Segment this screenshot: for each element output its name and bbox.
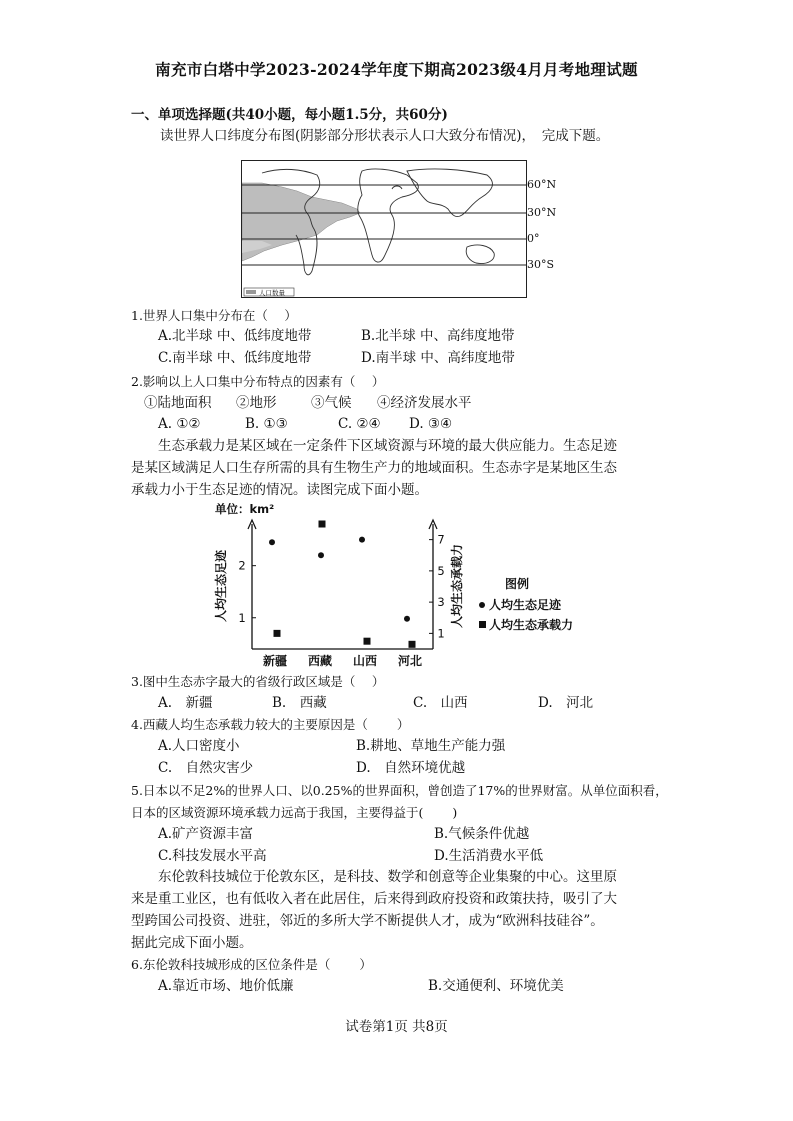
q5-option-b: B.气候条件优越 [434,826,530,842]
q2-option-b: B. ①③ [245,416,288,432]
q4-option-b: B.耕地、草地生产能力强 [356,738,506,754]
q3-option-a: A. 新疆 [158,695,213,711]
q2-stem: 2.影响以上人口集中分布特点的因素有（ ） [131,374,385,389]
q3-option-d: D. 河北 [538,695,594,711]
left-tick-label-1: 2 [238,558,246,573]
footprint-point-0 [269,539,275,545]
q1-option-b: B.北半球 中、高纬度地带 [361,328,515,344]
footprint-point-3 [404,616,410,622]
q2-factor-1: ①陆地面积 [144,395,212,411]
passage3-line-1: 东伦敦科技城位于伦敦东区，是科技、数学和创意等企业集聚的中心。这里原 [131,869,617,885]
capacity-point-1 [319,521,326,528]
q1-option-d: D.南半球 中、高纬度地带 [361,350,515,366]
legend-title: 图例 [505,577,530,591]
legend-capacity: 人均生态承载力 [489,618,574,632]
q2-option-d: D. ③④ [409,416,453,432]
passage2-line-3: 承载力小于生态足迹的情况。读图完成下面小题。 [131,482,428,498]
section-heading: 一、单项选择题(共40小题，每小题1.5分，共60分) [131,107,448,123]
q4-stem: 4.西藏人均生态承载力较大的主要原因是（ ） [131,717,410,732]
legend-square-marker [479,621,486,628]
map-figure [242,161,526,297]
q2-factor-3: ③气候 [311,395,352,411]
lat-label-equator: 0° [527,232,540,245]
category-label-3: 河北 [397,654,423,667]
category-label-2: 山西 [352,654,378,667]
lat-label-30n: 30°N [527,206,557,219]
q1-option-c: C.南半球 中、低纬度地带 [158,350,312,366]
q1-stem: 1.世界人口集中分布在（ ） [131,308,297,323]
q2-factor-4: ④经济发展水平 [377,395,472,411]
passage3-line-4: 据此完成下面小题。 [131,935,253,951]
legend-footprint: 人均生态足迹 [489,598,562,612]
q2-factor-2: ②地形 [236,395,277,411]
right-tick-label-1: 3 [437,595,445,610]
world-population-map [241,160,527,298]
capacity-point-0 [274,630,281,637]
q6-option-b: B.交通便利、环境优美 [428,978,564,994]
right-tick-label-2: 5 [437,563,445,578]
chart-unit-label: 单位：km² [215,502,275,516]
lat-label-60n: 60°N [527,178,557,191]
q4-option-d: D. 自然环境优越 [356,760,466,776]
q3-option-c: C. 山西 [413,695,468,711]
lat-label-30s: 30°S [527,258,555,271]
q4-option-c: C. 自然灾害少 [158,760,254,776]
q3-stem: 3.图中生态赤字最大的省级行政区域是（ ） [131,674,385,689]
q1-option-a: A.北半球 中、低纬度地带 [158,328,312,344]
q3-option-b: B. 西藏 [272,695,327,711]
category-label-0: 新疆 [262,654,288,667]
q4-option-a: A.人口密度小 [158,738,240,754]
q6-option-a: A.靠近市场、地价低廉 [158,978,294,994]
map-intro: 读世界人口纬度分布图(阴影部分形状表示人口大致分布情况)， 完成下题。 [160,128,610,144]
right-axis-title: 人均生态承载力 [450,543,464,629]
map-legend-label: 人口数量 [259,289,285,297]
passage3-line-2: 来是重工业区，也有低收入者在此居住，后来得到政府投资和政策扶持，吸引了大 [131,891,617,907]
q5-option-a: A.矿产资源丰富 [158,826,254,842]
passage3-line-3: 型跨国公司投资、进驻，邻近的多所大学不断提供人才，成为“欧洲科技硅谷”。 [131,913,604,929]
page-title: 南充市白塔中学2023-2024学年度下期高2023级4月月考地理试题 [155,60,638,79]
right-tick-label-0: 1 [437,626,445,641]
footprint-point-1 [318,552,324,558]
passage2-line-2: 是某区域满足人口生存所需的具有生物生产力的地域面积。生态赤字是某地区生态 [131,460,617,476]
page-footer: 试卷第1页 共8页 [345,1019,448,1035]
left-axis-title: 人均生态足迹 [214,549,228,623]
left-tick-label-0: 1 [238,610,246,625]
right-tick-label-3: 7 [437,532,445,547]
chart-marks [238,521,444,668]
q5-stem-line-2: 日本的区域资源环境承载力远高于我国，主要得益于( ) [131,805,458,820]
capacity-point-2 [364,638,371,645]
q6-stem: 6.东伦敦科技城形成的区位条件是（ ） [131,957,372,972]
capacity-point-3 [409,641,416,648]
legend-circle-marker [479,602,485,608]
map-legend-swatch [246,290,256,294]
q5-stem-line-1: 5.日本以不足2%的世界人口、以0.25%的世界面积，曾创造了17%的世界财富。从单位面积看， [131,783,668,798]
q5-option-c: C.科技发展水平高 [158,848,267,864]
q2-option-c: C. ②④ [338,416,381,432]
ecological-footprint-chart [205,502,605,667]
q2-option-a: A. ①② [158,416,201,432]
footprint-point-2 [359,537,365,543]
category-label-1: 西藏 [307,654,333,667]
passage2-line-1: 生态承载力是某区域在一定条件下区域资源与环境的最大供应能力。生态足迹 [131,438,617,454]
q5-option-d: D.生活消费水平低 [434,848,544,864]
